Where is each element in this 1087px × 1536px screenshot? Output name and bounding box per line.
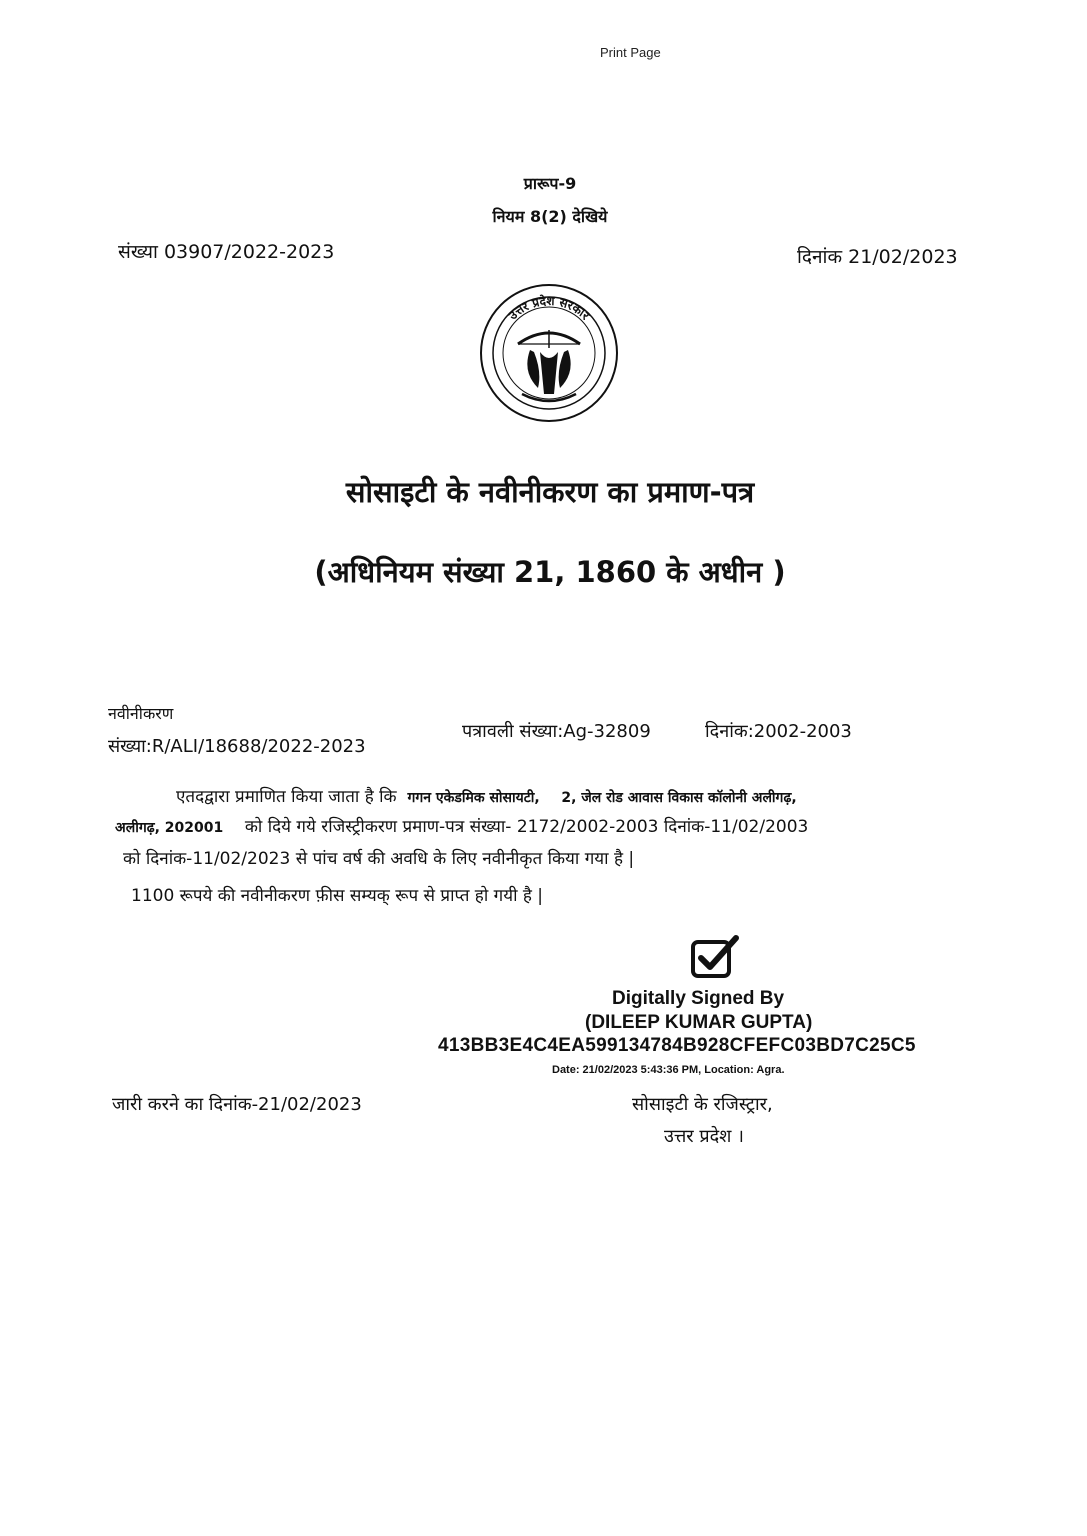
body-line-2 [115,814,808,837]
renewal-label: नवीनीकरण [108,704,174,723]
registration-details: को दिये गये रजिस्ट्रीकरण प्रमाण-पत्र संख्या- 2172/2002-2003 दिनांक-11/02/2003 [244,817,809,837]
up-govt-emblem [478,282,620,424]
file-number: पत्रावली संख्या:Ag-32809 [462,721,651,742]
registrar-title: सोसाइटी के रजिस्ट्रार, [632,1094,773,1115]
svg-text:उत्तर प्रदेश सरकार [505,294,593,323]
file-date: दिनांक:2002-2003 [705,721,852,742]
print-page-link[interactable]: Print Page [600,45,661,60]
issue-date: जारी करने का दिनांक-21/02/2023 [112,1094,362,1115]
society-name: गगन एकेडमिक सोसायटी, [407,790,540,806]
certification-prefix: एतदद्वारा प्रमाणित किया जाता है कि [176,787,397,807]
society-address: 2, जेल रोड आवास विकास कॉलोनी अलीगढ़, [561,790,797,806]
certificate-date: दिनांक 21/02/2023 [797,246,958,268]
registrar-state: उत्तर प्रदेश । [664,1126,744,1147]
checkmark-icon [690,934,742,980]
renewal-period-line: को दिनांक-11/02/2023 से पांच वर्ष की अवधि के लिए नवीनीकृत किया गया है | [123,849,635,869]
fee-line: 1100 रूपये की नवीनीकरण फ़ीस सम्यक् रूप से प्राप्त हो गयी है | [131,886,544,906]
society-city: अलीगढ़, 202001 [115,820,224,836]
signature-meta: Date: 21/02/2023 5:43:36 PM, Location: Agra. [552,1064,785,1076]
form-number: प्रारूप-9 [523,174,577,193]
renewal-number: संख्या:R/ALI/18688/2022-2023 [108,736,366,757]
certificate-title: सोसाइटी के नवीनीकरण का प्रमाण-पत्र [345,475,755,509]
emblem-text: उत्तर प्रदेश सरकार [505,293,593,323]
signature-hash: 413BB3E4C4EA599134784B928CFEFC03BD7C25C5 [438,1035,916,1056]
signature-heading: Digitally Signed By [612,988,785,1009]
certificate-number: संख्या 03907/2022-2023 [118,241,335,263]
body-line-1 [176,784,797,807]
rule-reference: नियम 8(2) देखिये [492,207,608,226]
certificate-subtitle: (अधिनियम संख्या 21, 1860 के अधीन ) [314,555,786,589]
signer-name: (DILEEP KUMAR GUPTA) [585,1012,813,1033]
